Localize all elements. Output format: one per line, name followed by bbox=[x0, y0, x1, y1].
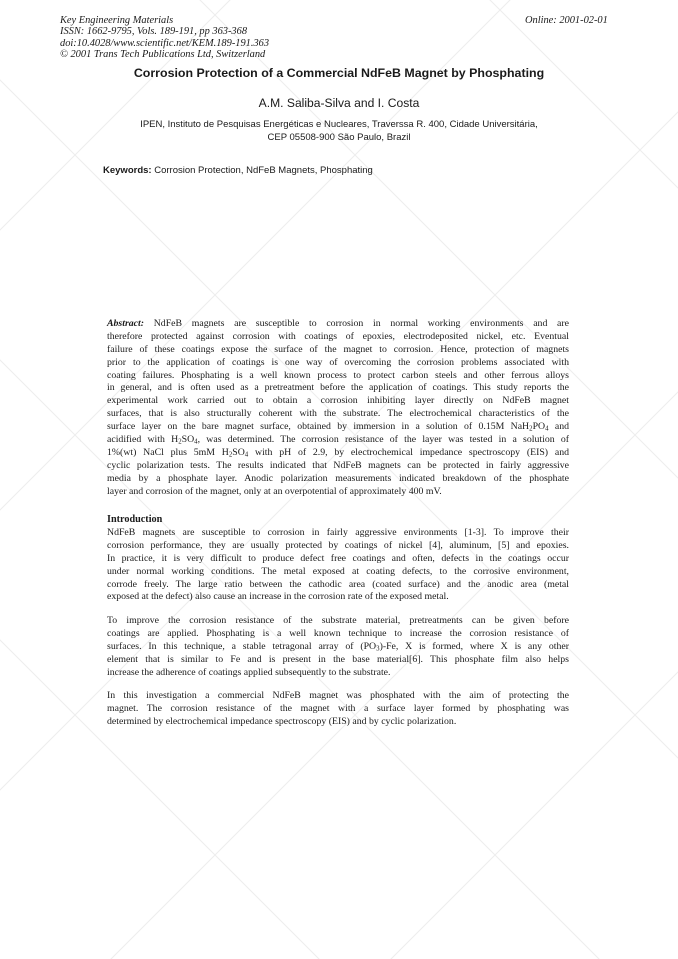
intro-line: increase the adherence of coatings applied subsequently to the substrate. bbox=[107, 666, 391, 678]
intro-line: exposed at the defect) also cause an increase in the corrosion rate of the exposed metal. bbox=[107, 591, 449, 603]
affiliation-line-1: IPEN, Instituto de Pesquisas Energéticas e Nucleares, Traverssa R. 400, Cidade Universitária, bbox=[140, 119, 538, 130]
affiliation bbox=[0, 119, 678, 144]
keywords-text: Corrosion Protection, NdFeB Magnets, Phosphating bbox=[154, 165, 373, 176]
intro-line: element that is similar to Fe and is present in the base material[6]. This phosphate film also helps bbox=[107, 653, 569, 665]
abstract-line: cyclic polarization tests. The results indicated that NdFeB magnets can be protected in fairly aggressive bbox=[107, 459, 569, 471]
abstract-line: prior to the application of coatings is one way of overcoming the corrosion problems associated with bbox=[107, 356, 569, 368]
abstract-line: surface layer on the bare magnet surface, obtained by immersion in a solution of 0.15M $NaH_2PO_4$ and bbox=[107, 421, 569, 433]
intro-line: corrode freely. The large ratio between the cathodic area (coated surface) and the anodic area (metal bbox=[107, 578, 569, 590]
intro-line: corrosion performance, they are usually protected by coatings of nickel [4], aluminum, [5] and epoxies. bbox=[107, 539, 569, 551]
intro-line: In practice, it is very difficult to produce defect free coatings and often, defects in the coatings occur bbox=[107, 552, 569, 564]
journal-name: Key Engineering Materials bbox=[60, 15, 174, 26]
abstract-line: therefore protected against corrosion with coatings of epoxies, electrodeposited nickel, etc. Eventual bbox=[107, 330, 569, 342]
intro-line: determined by electrochemical impedance spectroscopy (EIS) and by cyclic polarization. bbox=[107, 715, 457, 727]
abstract-label: Abstract: bbox=[107, 318, 145, 329]
keywords-label: Keywords: bbox=[103, 165, 152, 176]
intro-line: magnet. The corrosion resistance of the magnet with a surface layer formed by phosphating was bbox=[107, 702, 569, 714]
intro-line: To improve the corrosion resistance of the substrate material, pretreatments can be given before bbox=[107, 615, 569, 626]
intro-line: In this investigation a commercial NdFeB magnet was phosphated with the aim of protecting the bbox=[107, 690, 569, 701]
online-date: Online: 2001-02-01 bbox=[525, 15, 608, 26]
journal-header bbox=[60, 15, 269, 60]
abstract-line: Abstract: NdFeB magnets are susceptible to corrosion in normal working environments and are bbox=[107, 318, 570, 329]
abstract-line: in general, and is often used as a pretreatment before the application of coatings. This study reports the bbox=[107, 382, 569, 394]
abstract-line: surfaces, that is also structurally coherent with the substrate. The electrochemical characteristics of the bbox=[107, 408, 569, 420]
abstract-line: acidified with $H_2SO_4$, was determined. The corrosion resistance of the layer was tested in a solution of bbox=[107, 434, 569, 446]
abstract-line: failure of these coatings expose the surface of the magnet to corrosion. Hence, protection of magnets bbox=[107, 343, 569, 355]
intro-line: coatings are applied. Phosphating is a well known technique to increase the corrosion resistance of bbox=[107, 627, 569, 639]
abstract-line: 1%(wt) NaCl plus 5mM $H_2SO_4$ with pH of 2.9, by electrochemical impedance spectroscopy (EIS) and bbox=[107, 446, 569, 459]
intro-line: NdFeB magnets are susceptible to corrosion in fairly aggressive environments [1-3]. To improve their bbox=[107, 527, 569, 538]
introduction-heading: Introduction bbox=[107, 514, 163, 525]
paper-authors: A.M. Saliba-Silva and I. Costa bbox=[258, 96, 420, 110]
issn-line: ISSN: 1662-9795, Vols. 189-191, pp 363-368 bbox=[60, 26, 248, 38]
copyright-line: © 2001 Trans Tech Publications Ltd, Switzerland bbox=[60, 48, 266, 60]
keywords bbox=[103, 165, 373, 176]
doi-line: doi:10.4028/www.scientific.net/KEM.189-191.363 bbox=[60, 37, 270, 49]
affiliation-line-2: CEP 05508-900 São Paulo, Brazil bbox=[267, 131, 411, 143]
intro-paragraph-3 bbox=[107, 690, 569, 729]
abstract-paragraph bbox=[107, 318, 569, 498]
abstract-line: media by a phosphate layer. Anodic polarization measurements indicated breakdown of the phosphate bbox=[107, 472, 569, 484]
abstract-line: layer and corrosion of the magnet, only at an overpotential of approximately 400 mV. bbox=[107, 485, 442, 497]
abstract-line: experimental work carried out to obtain a corrosion inhibiting layer directly on NdFeB magnet bbox=[107, 395, 569, 407]
intro-line: surfaces. In this technique, a stable tetragonal array of $(PO_3)-Fe$, X is formed, where X is any other bbox=[107, 640, 570, 653]
paper-title: Corrosion Protection of a Commercial NdFeB Magnet by Phosphating bbox=[133, 66, 545, 80]
abstract-line: coating failures. Phosphating is a well known process to protect carbon steels and other ferrous alloys bbox=[107, 369, 569, 381]
intro-line: under normal working conditions. The metal exposed at coating defects, to the corrosive environment, bbox=[107, 565, 569, 577]
intro-paragraph-2 bbox=[107, 615, 569, 679]
intro-paragraph-1 bbox=[107, 527, 569, 604]
